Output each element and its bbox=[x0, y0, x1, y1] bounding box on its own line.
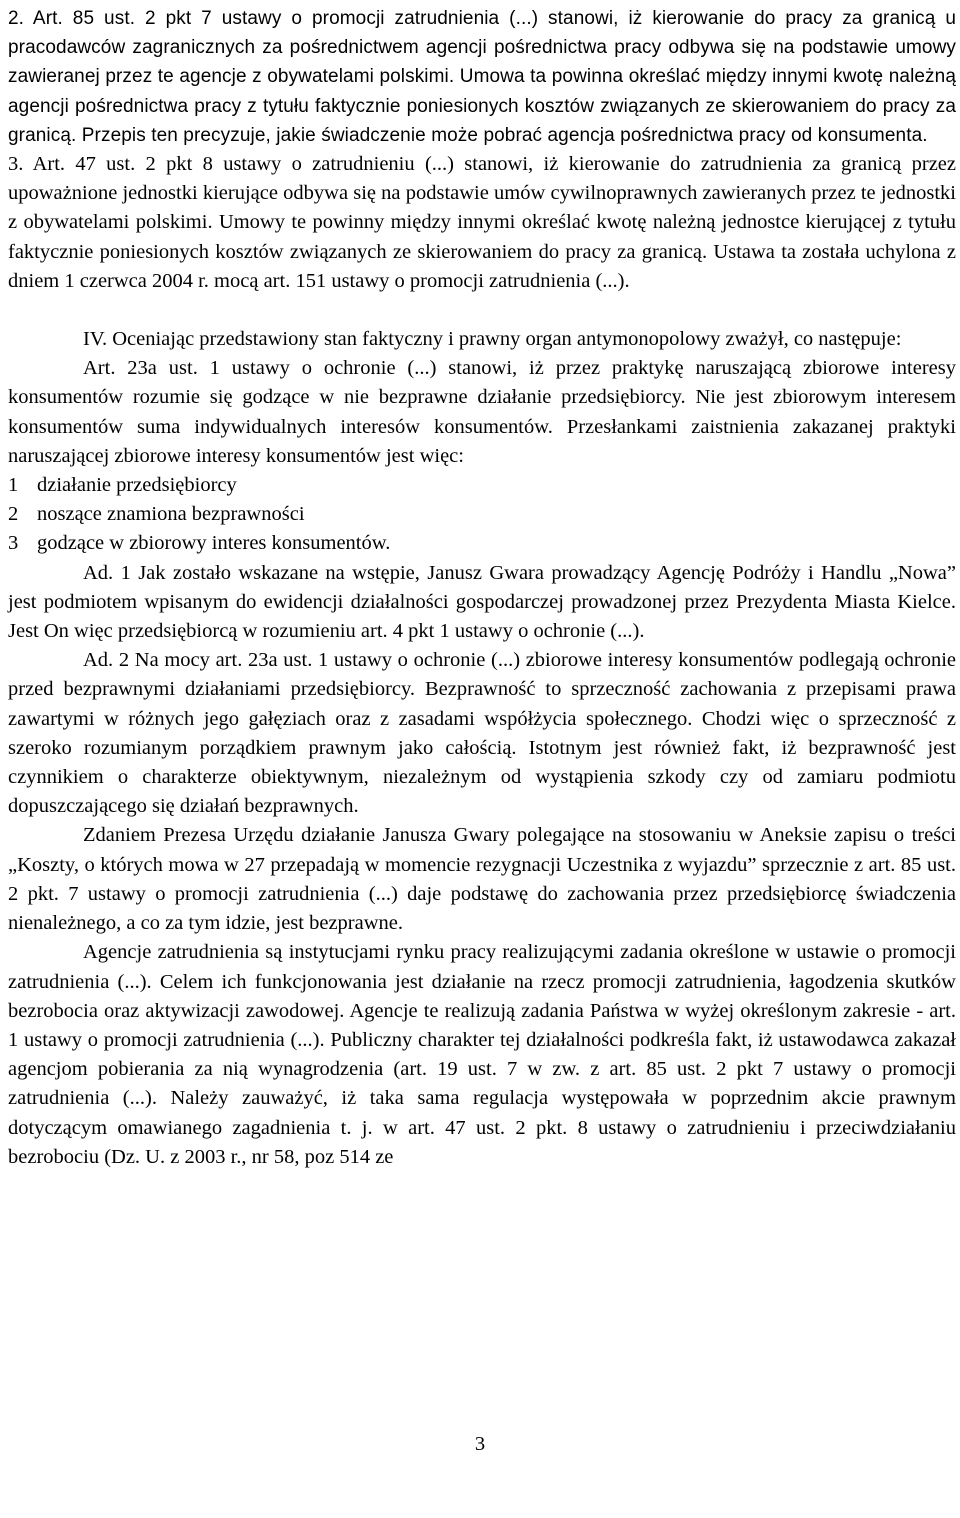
paragraph-ad-1: Ad. 1 Jak zostało wskazane na wstępie, Janusz Gwara prowadzący Agencję Podróży i Handlu „Nowa” jest podmiotem wpisanym do ewidencji działalności gospodarczej prowadzonej przez Prezydenta Miasta Kielce. Jest On więc przedsiębiorcą w rozumieniu art. 4 pkt 1 ustawy o ochronie (...). bbox=[8, 561, 956, 643]
paragraph-ad-2: Ad. 2 Na mocy art. 23a ust. 1 ustawy o ochronie (...) zbiorowe interesy konsumentów podlegają ochronie przed bezprawnymi działaniami przedsiębiorcy. Bezprawność to sprzeczność zachowania z przepisami prawa zawartymi w różnych jego gałęziach oraz z zasadami współżycia społecznego. Chodzi więc o sprzeczność z szeroko rozumianym porządkiem prawnym jako całością. Istotnym jest również fakt, iż bezprawność jest czynnikiem o charakterze obiektywnym, niezależnym od wystąpienia szkody czy od zamiaru podmiotu dopuszczającego się działań bezprawnych. bbox=[8, 649, 956, 818]
list-item bbox=[8, 500, 956, 529]
list-item-text: działanie przedsiębiorcy bbox=[37, 474, 237, 497]
paragraph-art-47: 3. Art. 47 ust. 2 pkt 8 ustawy o zatrudnieniu (...) stanowi, iż kierowanie do zatrudnienia za granicą przez upoważnione jednostki kierujące odbywa się na podstawie umów cywilnoprawnych zawieranych przez te jednostki z obywatelami polskimi. Umowy te powinny między innymi określać kwotę należną jednostce kierującej z tytułu faktycznie poniesionych kosztów związanych ze skierowaniem do pracy za granicą. Ustawa ta została uchylona z dniem 1 czerwca 2004 r. mocą art. 151 ustawy o promocji zatrudnienia (...). bbox=[8, 153, 956, 292]
paragraph-agencje: Agencje zatrudnienia są instytucjami rynku pracy realizującymi zadania określone w ustawie o promocji zatrudnienia (...). Celem ich funkcjonowania jest działanie na rzecz promocji zatrudnienia, łagodzenia skutków bezrobocia oraz aktywizacji zawodowej. Agencje te realizują zadania Państwa w wyżej określonym zakresie - art. 1 ustawy o promocji zatrudnienia (...). Publiczny charakter tej działalności podkreśla fakt, iż ustawodawca zakazał agencjom pobierania za nią wynagrodzenia (art. 19 ust. 7 w zw. z art. 85 ust. 2 pkt 7 ustawy o promocji zatrudnienia (...). Należy zauważyć, iż taka sama regulacja występowała w poprzednim akcie prawnym dotyczącym omawianego zagadnienia t. j. w art. 47 ust. 2 pkt. 8 ustawy o zatrudnieniu i przeciwdziałaniu bezrobociu (Dz. U. z 2003 r., nr 58, poz 514 ze bbox=[8, 941, 956, 1168]
list-item-number: 3 bbox=[8, 532, 19, 555]
list-item-number: 1 bbox=[8, 474, 19, 497]
list-item bbox=[8, 529, 956, 558]
page-number: 3 bbox=[474, 1433, 486, 1455]
paragraph-art-85: 2. Art. 85 ust. 2 pkt 7 ustawy o promocji zatrudnienia (...) stanowi, iż kierowanie do pracy za granicą u pracodawców zagranicznych za pośrednictwem agencji pośrednictwa pracy odbywa się na podstawie umowy zawieranej przez te agencje z obywatelami polskimi. Umowa ta powinna określać między innymi kwotę należną agencji pośrednictwa pracy z tytułu faktycznie poniesionych kosztów związanych ze skierowaniem do pracy za granicą. Przepis ten precyzuje, jakie świadczenie może pobrać agencja pośrednictwa pracy od konsumenta. bbox=[8, 8, 956, 146]
list-item-text: godzące w zbiorowy interes konsumentów. bbox=[37, 532, 391, 555]
paragraph-spacer bbox=[8, 296, 956, 325]
list-item-number: 2 bbox=[8, 503, 19, 526]
section-iv-heading: IV. Oceniając przedstawiony stan faktyczny i prawny organ antymonopolowy zważył, co następuje: bbox=[83, 328, 902, 351]
list-item-text: noszące znamiona bezprawności bbox=[37, 503, 305, 526]
list-item bbox=[8, 471, 956, 500]
document-page bbox=[8, 4, 956, 1172]
paragraph-prezes-opinion: Zdaniem Prezesa Urzędu działanie Janusza Gwary polegające na stosowaniu w Aneksie zapisu o treści „Koszty, o których mowa w 27 przepadają w momencie rezygnacji Uczestnika z wyjazdu” sprzecznie z art. 85 ust. 2 pkt. 7 ustawy o promocji zatrudnienia (...) daje podstawę do zachowania przez przedsiębiorcę świadczenia nienależnego, a co za tym idzie, jest bezprawne. bbox=[8, 824, 956, 935]
paragraph-art-23a: Art. 23a ust. 1 ustawy o ochronie (...) stanowi, iż przez praktykę naruszającą zbiorowe interesy konsumentów rozumie się godzące w nie bezprawne działanie przedsiębiorcy. Nie jest zbiorowym interesem konsumentów suma indywidualnych interesów konsumentów. Przesłankami zaistnienia zakazanej praktyki naruszającej zbiorowe interesy konsumentów jest więc: bbox=[8, 357, 956, 467]
premises-list bbox=[8, 471, 956, 559]
